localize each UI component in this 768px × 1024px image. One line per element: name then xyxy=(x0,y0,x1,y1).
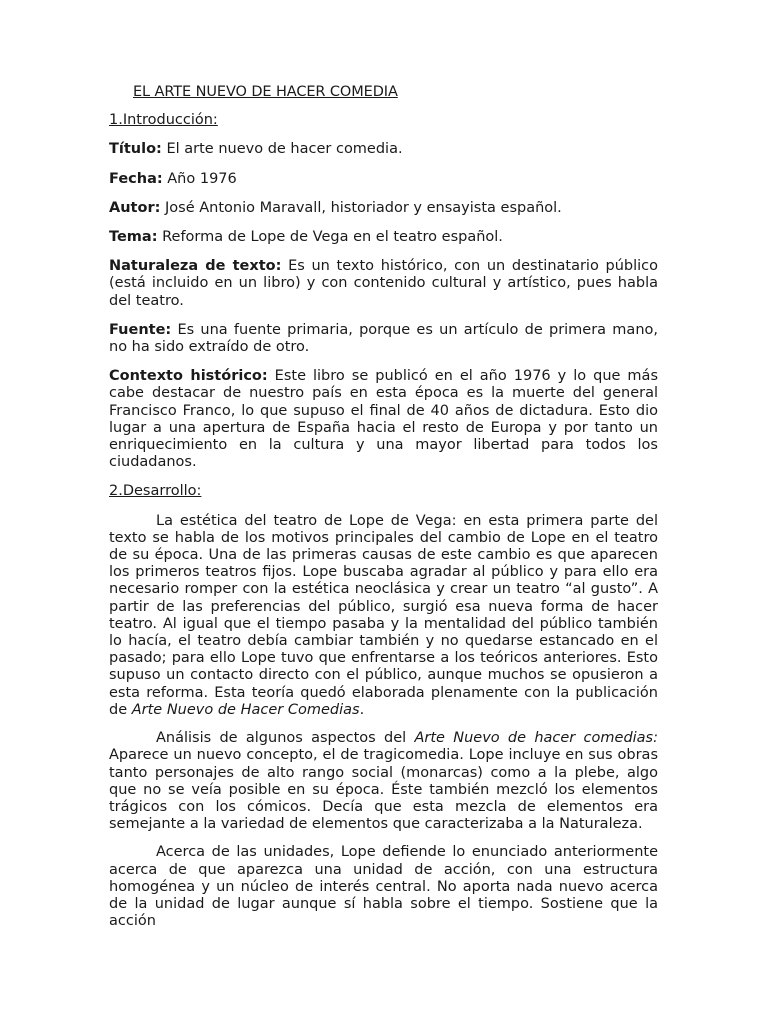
field-value: Es un texto histórico, con un destinatario público (está incluido en un libro) y con contenido cultural y artístico, pues habla del teatro. xyxy=(109,258,658,309)
paragraph-end: . xyxy=(359,701,365,718)
paragraph-text: Análisis de algunos aspectos del xyxy=(156,730,415,747)
section-heading-desarrollo: 2.Desarrollo: xyxy=(109,483,202,500)
field-value: Año 1976 xyxy=(162,170,237,187)
paragraph-text: Acerca de las unidades, Lope defiende lo enunciado anteriormente acerca de que aparezca una unidad de acción, con una estructura homogénea y un núcleo de interés central. No aporta nada nuevo acerca de la unidad de lugar aunque sí habla sobre el tiempo. Sostiene que la acción xyxy=(109,844,658,930)
field-value: Es una fuente primaria, porque es un artículo de primera mano, no ha sido extraído de otro. xyxy=(109,321,658,356)
field-value: El arte nuevo de hacer comedia. xyxy=(161,141,403,158)
field-label: Autor: xyxy=(109,199,161,216)
paragraph-end: Aparece un nuevo concepto, el de tragicomedia. Lope incluye en sus obras tanto personajes de alto rango social (monarcas) como a la plebe, algo que no se veía posible en su época. Éste también mezcló los elementos trágicos con los cómicos. Decía que esta mezcla de elementos era semejante a la variedad de elementos que caracterizaba a la Naturaleza. xyxy=(109,747,658,833)
field-label: Contexto histórico: xyxy=(109,368,268,385)
field-label: Tema: xyxy=(109,229,158,246)
field-value: José Antonio Maravall, historiador y ensayista español. xyxy=(160,199,562,216)
field-titulo xyxy=(109,141,658,158)
field-contexto xyxy=(109,368,658,471)
section-heading-introduccion: 1.Introducción: xyxy=(109,112,218,129)
field-label: Fecha: xyxy=(109,170,163,187)
field-value: Reforma de Lope de Vega en el teatro español. xyxy=(157,229,503,246)
document-page xyxy=(109,84,658,941)
paragraph-italic: Arte Nuevo de hacer comedias: xyxy=(414,730,658,747)
field-tema xyxy=(109,229,658,246)
field-autor xyxy=(109,200,658,217)
paragraph-estetica xyxy=(109,513,658,719)
field-label: Fuente: xyxy=(109,321,172,338)
field-value: Este libro se publicó en el año 1976 y lo que más cabe destacar de nuestro país en esta época es la muerte del general Francisco Franco, lo que supuso el final de 40 años de dictadura. Esto dio lugar a una apertura de España hacia el resto de Europa y por tanto un enriquecimiento en la cultura y una mayor libertad para todos los ciudadanos. xyxy=(109,368,658,471)
paragraph-unidades xyxy=(109,844,658,930)
document-title: EL ARTE NUEVO DE HACER COMEDIA xyxy=(133,84,398,100)
field-label: Naturaleza de texto: xyxy=(109,258,282,275)
field-label: Título: xyxy=(109,141,162,158)
field-fecha xyxy=(109,171,658,188)
paragraph-analisis xyxy=(109,730,658,833)
field-naturaleza xyxy=(109,258,658,310)
paragraph-italic: Arte Nuevo de Hacer Comedias xyxy=(131,701,360,718)
paragraph-text: La estética del teatro de Lope de Vega: en esta primera parte del texto se habla de los motivos principales del cambio de Lope en el teatro de su época. Una de las primeras causas de este cambio es que aparecen los primeros teatros fijos. Lope buscaba agradar al público y para ello era necesario romper con la estética neoclásica y crear un teatro “al gusto”. A partir de las preferencias del público, surgió esa nueva forma de hacer teatro. Al igual que el tiempo pasaba y la mentalidad del público también lo hacía, el teatro debía cambiar también y no quedarse estancado en el pasado; para ello Lope tuvo que enfrentarse a los teóricos anteriores. Esto supuso un contacto directo con el público, aunque muchos se opusieron a esta reforma. Esta teoría quedó elaborada plenamente con la publicación de xyxy=(109,512,658,718)
field-fuente xyxy=(109,322,658,356)
